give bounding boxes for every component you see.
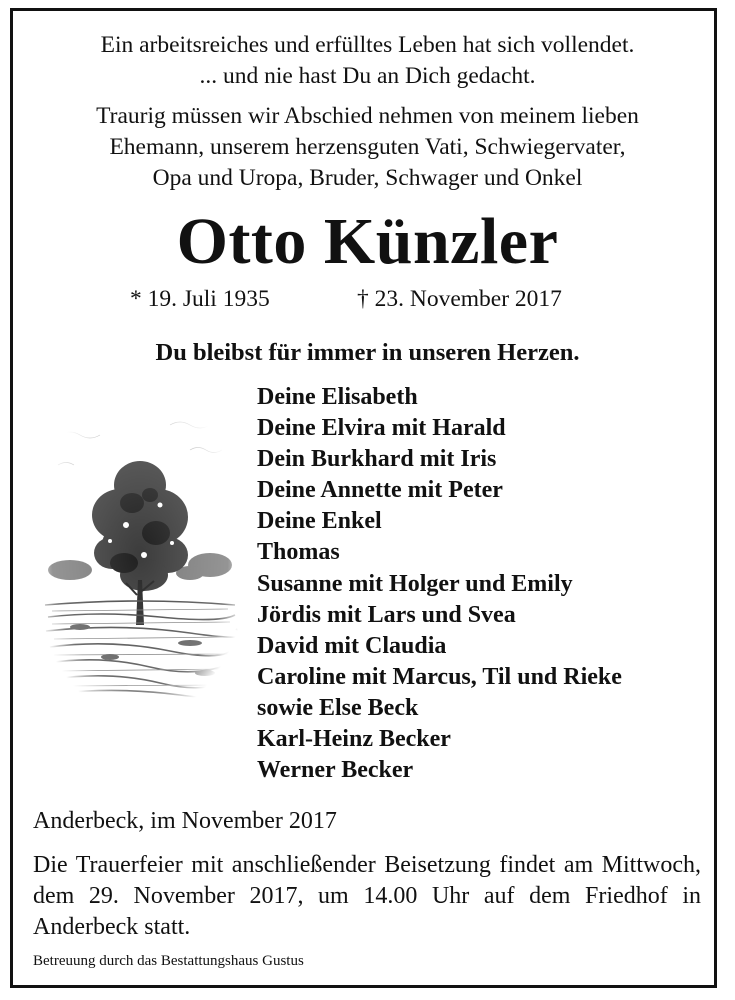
mourner-entry: Deine Elvira mit Harald: [257, 415, 506, 442]
farewell-line-3: Opa und Uropa, Bruder, Schwager und Onkel: [152, 165, 583, 191]
funeral-service-info: Die Trauerfeier mit anschließender Beisetzung findet am Mittwoch, dem 29. November 2017, um 14.00 Uhr auf dem Friedhof in Anderbeck statt.: [33, 852, 701, 940]
mourner-entry: Thomas: [257, 539, 340, 566]
farewell-line-2: Ehemann, unserem herzensguten Vati, Schwiegervater,: [109, 134, 626, 160]
mourner-entry: Deine Elisabeth: [257, 384, 418, 410]
place-and-date: Anderbeck, im November 2017: [33, 808, 337, 834]
death-date: † 23. November 2017: [357, 286, 562, 312]
mourner-entry: Deine Annette mit Peter: [257, 477, 503, 504]
tree-illustration: [40, 405, 240, 705]
intro-line-1: Ein arbeitsreiches und erfülltes Leben hat sich vollendet.: [100, 32, 635, 58]
mourner-entry: Karl-Heinz Becker: [257, 726, 451, 753]
motto: Du bleibst für immer in unseren Herzen.: [155, 339, 580, 366]
mourner-entry: Deine Enkel: [257, 508, 382, 535]
mourner-entry: David mit Claudia: [257, 632, 447, 659]
intro-text: [0, 30, 735, 92]
birth-date: * 19. Juli 1935: [130, 286, 270, 312]
mourner-entry: Dein Burkhard mit Iris: [257, 446, 497, 473]
mourners-list: [257, 382, 622, 786]
mourner-entry: Susanne mit Holger und Emily: [257, 570, 573, 597]
mourner-entry: sowie Else Beck: [257, 694, 419, 721]
farewell-line-1: Traurig müssen wir Abschied nehmen von meinem lieben: [96, 103, 639, 129]
deceased-name: Otto Künzler: [176, 205, 559, 278]
funeral-home-credit: Betreuung durch das Bestattungshaus Gustus: [33, 953, 304, 969]
intro-line-2: ... und nie hast Du an Dich gedacht.: [199, 63, 536, 89]
mourner-entry: Jördis mit Lars und Svea: [257, 601, 516, 628]
mourner-entry: Caroline mit Marcus, Til und Rieke: [257, 663, 622, 690]
mourner-entry: Werner Becker: [257, 757, 414, 784]
farewell-text: [0, 101, 735, 194]
